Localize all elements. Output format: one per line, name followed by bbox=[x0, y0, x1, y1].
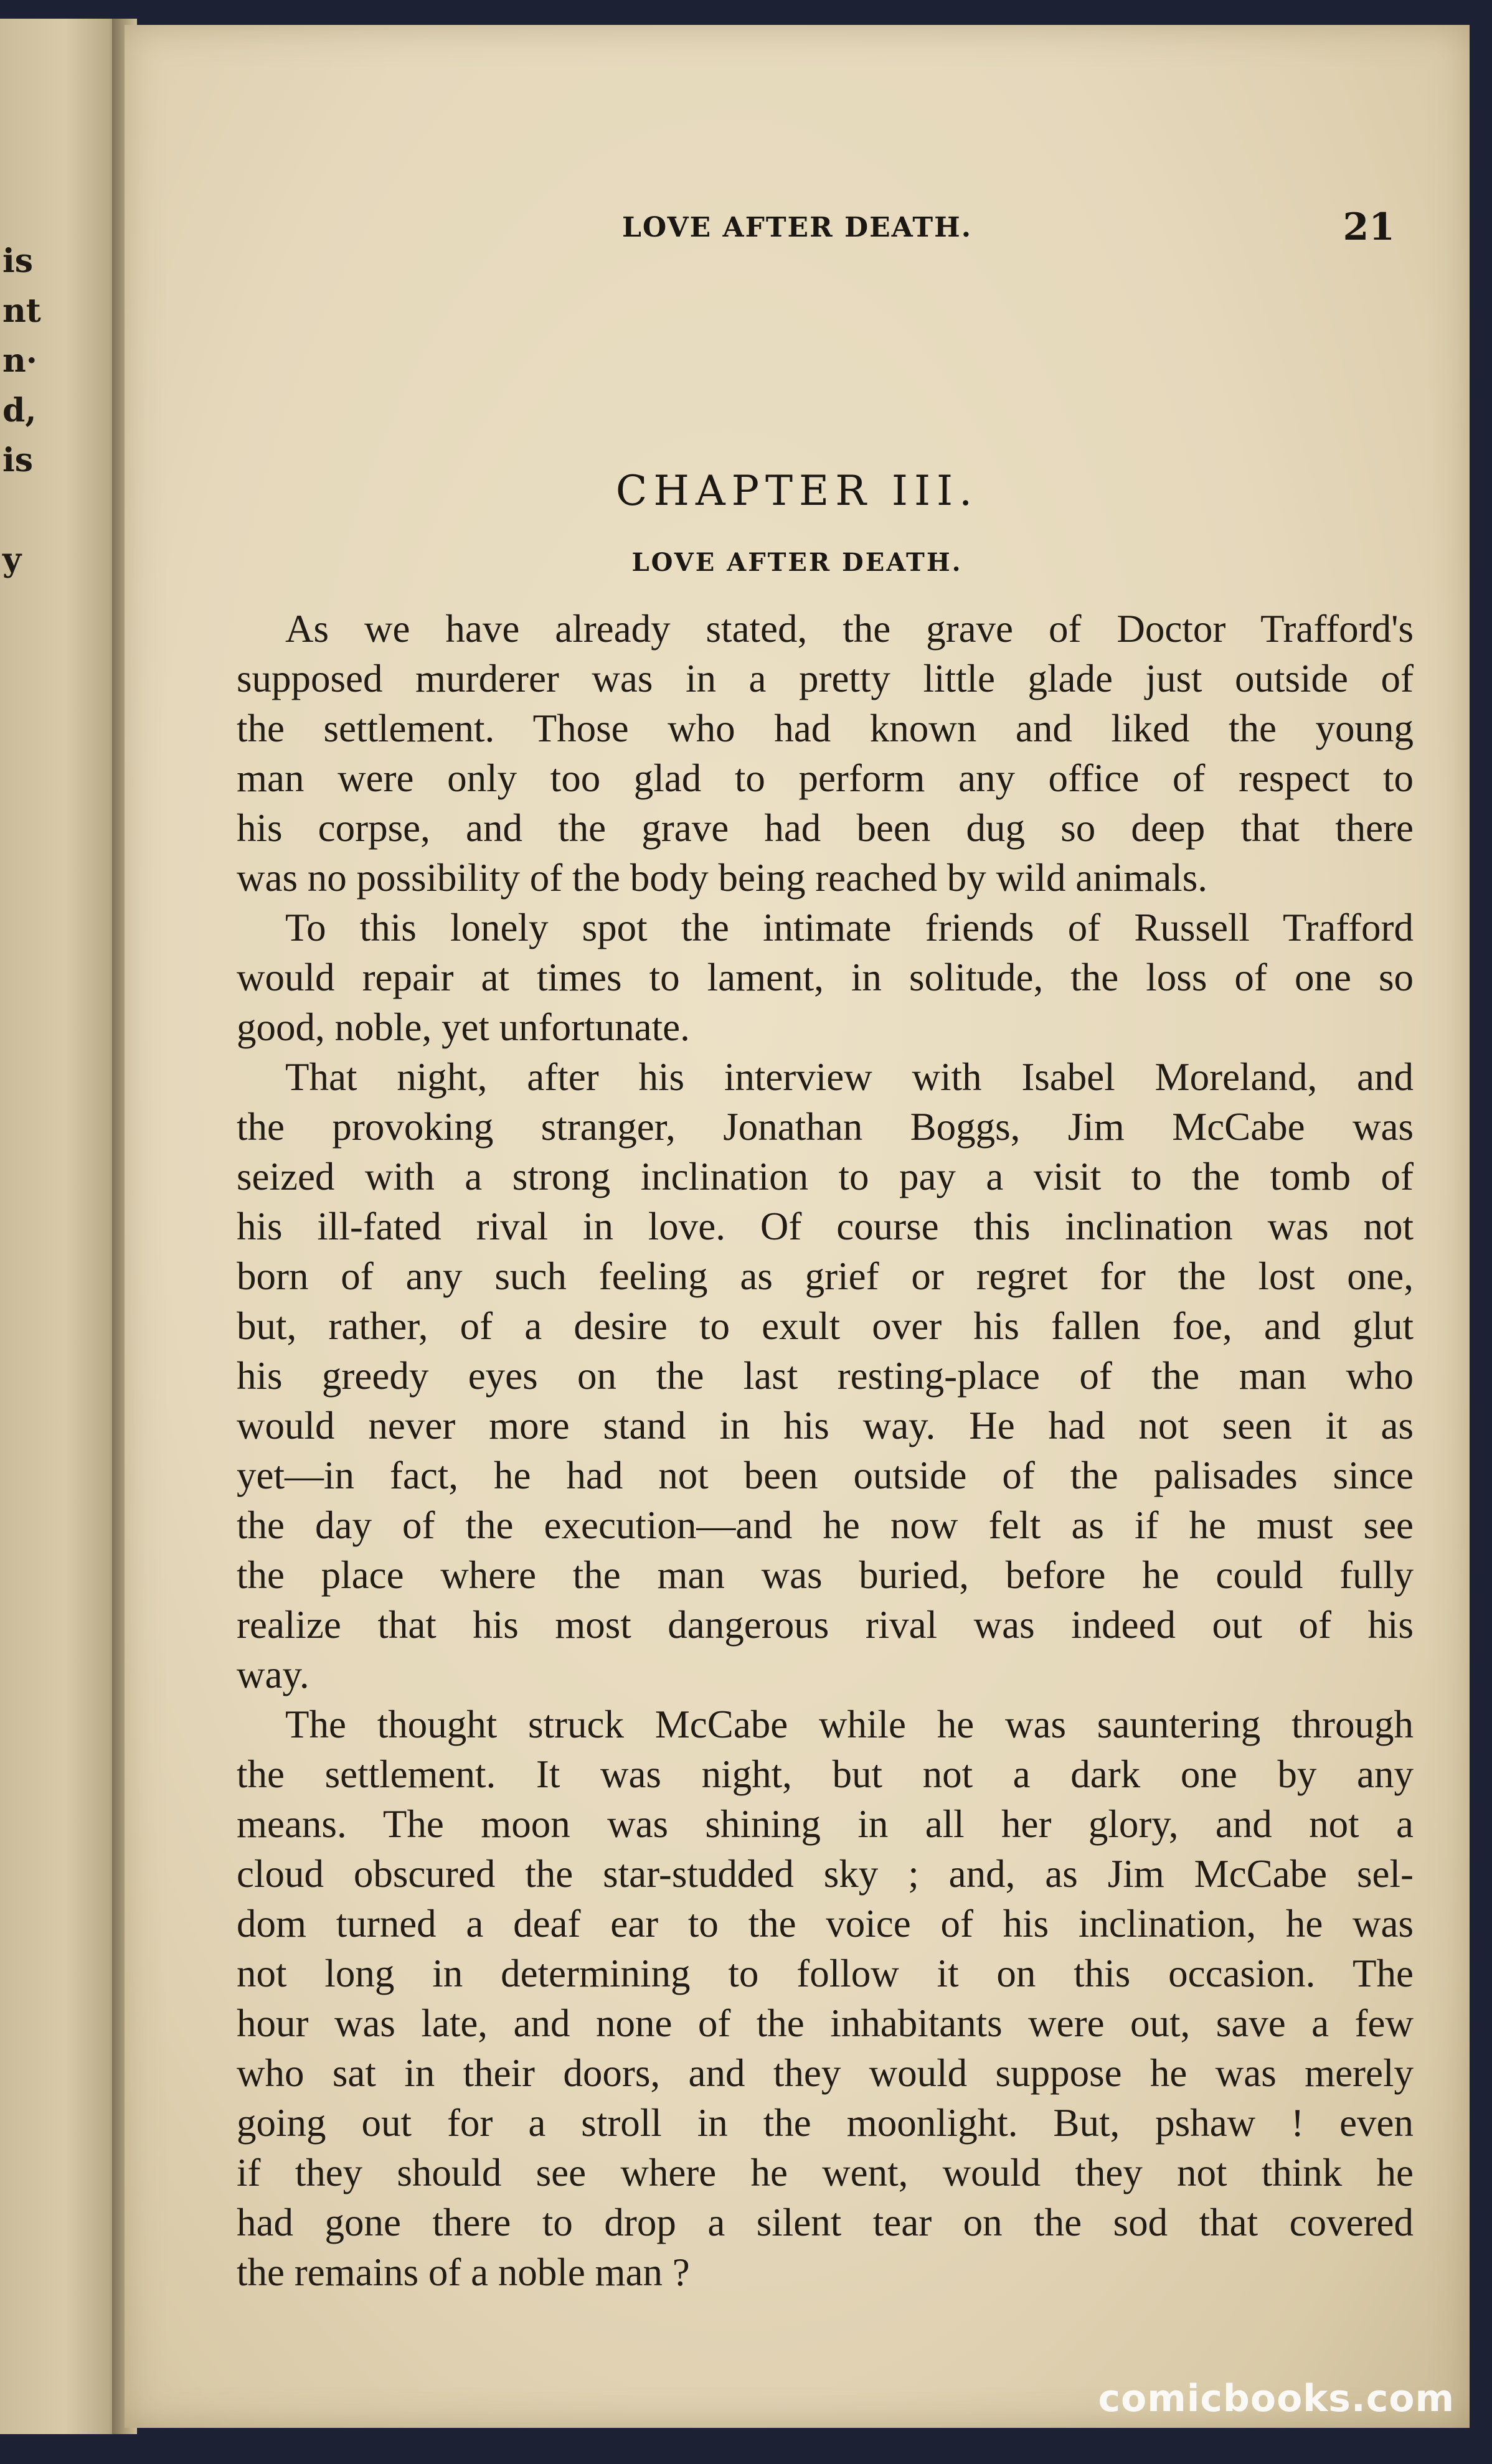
paragraph bbox=[237, 1700, 1414, 2297]
text-line: born of any such feeling as grief or regret for the lost one, bbox=[237, 1254, 1414, 1298]
text-line: his corpse, and the grave had been dug so deep that there bbox=[237, 806, 1414, 850]
text-line: would repair at times to lament, in solitude, the loss of one so bbox=[237, 956, 1414, 999]
fragment-line: is bbox=[2, 441, 34, 479]
text-line: the settlement. It was night, but not a dark one by any bbox=[237, 1752, 1414, 1796]
text-line: but, rather, of a desire to exult over his fallen foe, and glut bbox=[237, 1304, 1414, 1348]
text-line: if they should see where he went, would they not think he bbox=[237, 2151, 1414, 2194]
fragment-line: n· bbox=[2, 342, 37, 380]
previous-page-edge bbox=[0, 19, 118, 2434]
chapter-subtitle: LOVE AFTER DEATH. bbox=[631, 548, 963, 577]
text-line: realize that his most dangerous rival was indeed out of his bbox=[237, 1603, 1414, 1647]
body-text bbox=[237, 604, 1414, 2297]
text-line: man were only too glad to perform any office of respect to bbox=[237, 756, 1414, 800]
text-line: had gone there to drop a silent tear on the sod that covered bbox=[237, 2201, 1414, 2244]
text-line: his ill-fated rival in love. Of course this inclination was not bbox=[237, 1205, 1414, 1248]
running-head bbox=[125, 205, 1470, 255]
text-line: the remains of a noble man ? bbox=[237, 2250, 690, 2294]
watermark: comicbooks.com bbox=[1098, 2377, 1455, 2420]
text-line: hour was late, and none of the inhabitants were out, save a few bbox=[237, 2001, 1414, 2045]
paragraph bbox=[237, 903, 1414, 1052]
paragraph bbox=[237, 1052, 1414, 1700]
text-line: going out for a stroll in the moonlight. But, pshaw ! even bbox=[237, 2101, 1414, 2145]
text-line: yet—in fact, he had not been outside of the palisades since bbox=[237, 1454, 1414, 1497]
text-line: way. bbox=[237, 1653, 309, 1696]
text-line: who sat in their doors, and they would suppose he was merely bbox=[237, 2051, 1414, 2095]
text-line: As we have already stated, the grave of Doctor Trafford's bbox=[285, 607, 1414, 651]
text-line: The thought struck McCabe while he was sauntering through bbox=[285, 1703, 1414, 1746]
fragment-line: is bbox=[2, 242, 34, 280]
previous-page-fragments bbox=[2, 237, 115, 585]
text-line: To this lonely spot the intimate friends of Russell Trafford bbox=[285, 906, 1414, 949]
fragment-line bbox=[2, 486, 115, 535]
page-number: 21 bbox=[1343, 205, 1395, 249]
text-line: supposed murderer was in a pretty little glade just outside of bbox=[237, 657, 1414, 700]
text-line: That night, after his interview with Isabel Moreland, and bbox=[285, 1055, 1414, 1099]
fragment-line: nt bbox=[2, 292, 41, 330]
book-page bbox=[125, 25, 1470, 2428]
text-line: seized with a strong inclination to pay a visit to the tomb of bbox=[237, 1155, 1414, 1198]
text-line: the place where the man was buried, before he could fully bbox=[237, 1553, 1414, 1597]
text-line: the settlement. Those who had known and liked the young bbox=[237, 707, 1414, 750]
text-line: cloud obscured the star-studded sky ; and, as Jim McCabe sel- bbox=[237, 1852, 1414, 1896]
text-line: would never more stand in his way. He had not seen it as bbox=[237, 1404, 1414, 1447]
chapter-title: CHAPTER III. bbox=[615, 467, 979, 515]
text-line: not long in determining to follow it on this occasion. The bbox=[237, 1952, 1414, 1995]
text-line: good, noble, yet unfortunate. bbox=[237, 1005, 690, 1049]
text-line: dom turned a deaf ear to the voice of his inclination, he was bbox=[237, 1902, 1414, 1945]
fragment-line: y bbox=[2, 541, 22, 579]
text-line: was no possibility of the body being reached by wild animals. bbox=[237, 856, 1207, 900]
text-line: the day of the execution—and he now felt as if he must see bbox=[237, 1503, 1414, 1547]
paragraph bbox=[237, 604, 1414, 903]
text-line: the provoking stranger, Jonathan Boggs, Jim McCabe was bbox=[237, 1105, 1414, 1149]
text-line: his greedy eyes on the last resting-place of the man who bbox=[237, 1354, 1414, 1398]
text-line: means. The moon was shining in all her glory, and not a bbox=[237, 1802, 1414, 1846]
running-head-title: LOVE AFTER DEATH. bbox=[621, 212, 973, 243]
fragment-line: d, bbox=[2, 392, 37, 430]
